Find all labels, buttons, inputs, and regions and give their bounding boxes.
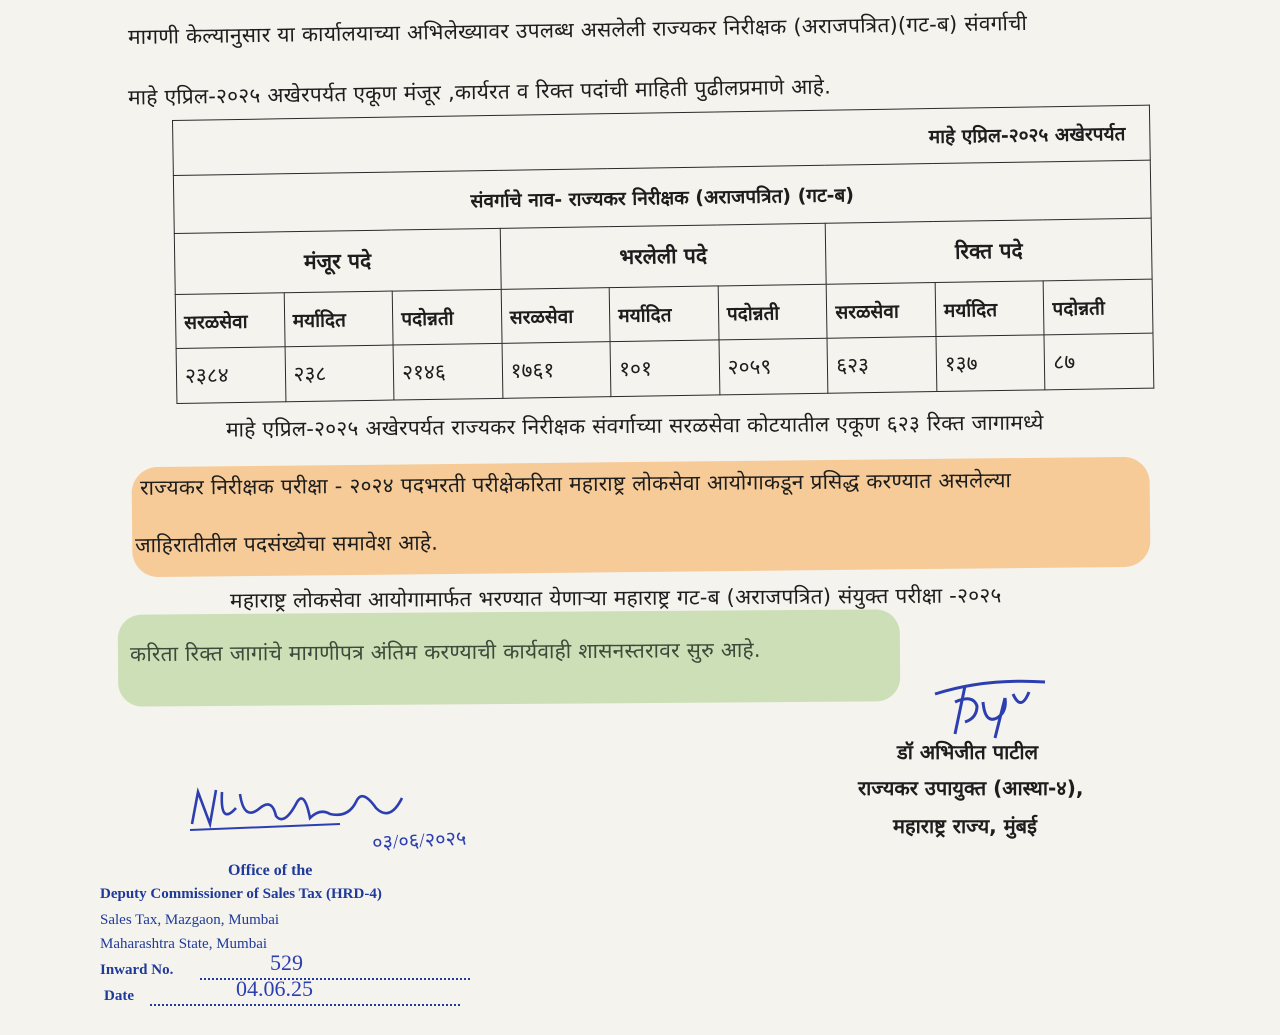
subheader-cell: सरळसेवा: [501, 288, 610, 343]
para2-line-3: जाहिरातीतील पदसंख्येचा समावेश आहे.: [134, 530, 439, 558]
stamp-line-4: Maharashtra State, Mumbai: [100, 936, 268, 952]
table-cadre-cell: संवर्गाचे नाव- राज्यकर निरीक्षक (अराजपत्रित) (गट-ब): [173, 160, 1151, 233]
value-cell: १०१: [610, 340, 719, 397]
subheader-cell: पदोन्नती: [718, 285, 827, 340]
para2-line-1: माहे एप्रिल-२०२५ अखेरपर्यत राज्यकर निरीक्षक संवर्गाच्या सरळसेवा कोटयातील एकूण ६२३ रिक्त जागामध्ये: [225, 410, 1044, 442]
stamp-date-value: 04.06.25: [236, 976, 313, 1001]
para3-line-1: महाराष्ट्र लोकसेवा आयोगामार्फत भरण्यात येणाऱ्या महाराष्ट्र गट-ब (अराजपत्रित) संयुक्त परीक्षा -२०२५: [229, 583, 1002, 613]
value-cell: ८७: [1044, 333, 1153, 390]
value-cell: १३७: [936, 334, 1045, 391]
subheader-cell: मर्यादित: [609, 286, 718, 341]
value-cell: १७६१: [502, 341, 611, 398]
value-cell: ६२३: [827, 336, 936, 393]
subheader-cell: मर्यादित: [935, 281, 1044, 336]
stamp-line-2: Deputy Commissioner of Sales Tax (HRD-4): [100, 886, 382, 902]
para2-line-2: राज्यकर निरीक्षक परीक्षा - २०२४ पदभरती परीक्षेकरिता महाराष्ट्र लोकसेवा आयोगाकडून प्रसिद्ध करण्यात असलेल्या: [139, 468, 1012, 500]
date-rule: [150, 1004, 460, 1006]
body-line-1: मागणी केल्यानुसार या कार्यालयाच्या अभिलेख्यावर उपलब्ध असलेली राज्यकर निरीक्षक (अराजपत्रित)(गट-ब) संवर्गाची: [127, 10, 1028, 50]
para3-line-2: करिता रिक्त जागांचे मागणीपत्र अंतिम करण्याची कार्यवाही शासनस्तरावर सुरु आहे.: [129, 637, 761, 667]
signatory-designation: राज्यकर उपायुक्त (आस्था-४),: [858, 776, 1084, 800]
value-cell: २१४६: [393, 343, 502, 400]
stamp-office-of: Office of the: [228, 862, 313, 879]
subheader-cell: मर्यादित: [284, 291, 393, 346]
value-cell: २०५९: [719, 338, 828, 395]
group-vacant: रिक्त पदे: [825, 218, 1152, 285]
subheader-cell: सरळसेवा: [175, 293, 284, 348]
group-filled: भरलेली पदे: [500, 223, 827, 290]
subheader-cell: पदोन्नती: [392, 290, 501, 345]
subheader-cell: पदोन्नती: [1044, 279, 1153, 334]
table-date-cell: माहे एप्रिल-२०२५ अखेरपर्यत: [173, 105, 1151, 176]
value-cell: २३८: [285, 345, 394, 402]
officer-signature: [925, 672, 1055, 742]
group-sanctioned: मंजूर पदे: [174, 228, 501, 295]
stamp-date-label: Date: [104, 988, 134, 1004]
value-cell: २३८४: [176, 346, 285, 403]
subheader-cell: सरळसेवा: [826, 283, 935, 338]
stamp-line-3: Sales Tax, Mazgaon, Mumbai: [100, 912, 280, 928]
body-line-2: माहे एप्रिल-२०२५ अखेरपर्यत एकूण मंजूर ,कार्यरत व रिक्त पदांची माहिती पुढीलप्रमाणे आहे.: [127, 74, 832, 110]
stamp-inward-label: Inward No.: [100, 962, 174, 978]
posts-table: [172, 105, 1154, 404]
stamp-inward-no: 529: [270, 950, 303, 975]
received-date: ०३/०६/२०२५: [371, 827, 467, 855]
signatory-name: डॉ अभिजीत पाटील: [897, 740, 1039, 764]
signatory-location: महाराष्ट्र राज्य, मुंबई: [893, 814, 1037, 838]
